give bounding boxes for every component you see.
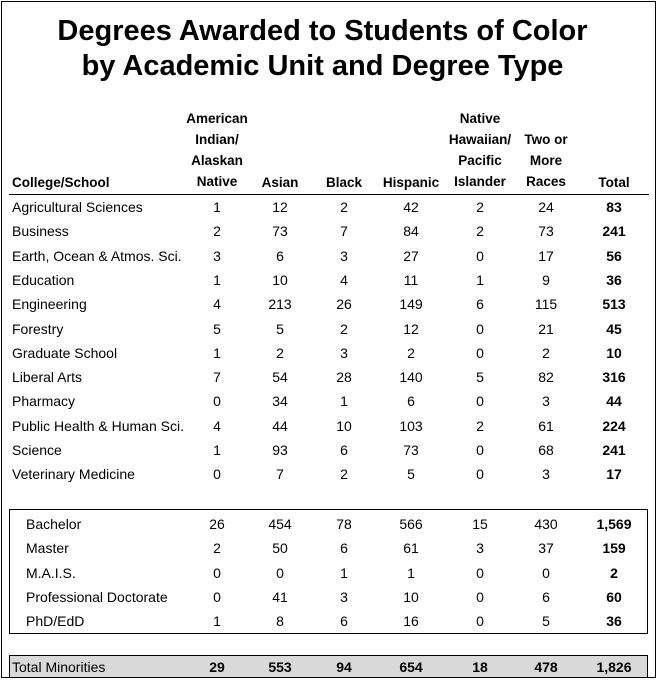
cell-am: 4 (213, 296, 221, 313)
table-row (0, 438, 655, 462)
cell-asian: 213 (268, 296, 292, 313)
cell-black: 2 (340, 466, 348, 483)
cell-asian: 93 (272, 442, 288, 458)
cell-am: 2 (213, 540, 221, 557)
cell-nh: 18 (472, 659, 488, 675)
row-label: Veterinary Medicine (12, 466, 135, 483)
header-hispanic: Hispanic (382, 175, 440, 190)
cell-hisp: 27 (403, 247, 419, 264)
cell-am: 1 (213, 613, 221, 630)
cell-two: 61 (538, 417, 554, 434)
cell-nh: 2 (476, 223, 484, 240)
cell-nh: 0 (476, 442, 484, 458)
cell-black: 1 (340, 564, 348, 581)
cell-am: 1 (213, 344, 221, 361)
cell-am: 5 (213, 320, 221, 337)
table-row (0, 462, 655, 486)
cell-am: 0 (213, 588, 221, 605)
row-label: M.A.I.S. (26, 564, 76, 581)
cell-nh: 2 (476, 417, 484, 434)
cell-total: 224 (602, 417, 626, 434)
table-row (0, 268, 655, 292)
cell-hisp: 84 (403, 223, 419, 240)
table-row (0, 317, 655, 341)
cell-total: 60 (606, 588, 622, 605)
cell-hisp: 73 (403, 442, 419, 458)
cell-total: 45 (606, 320, 622, 337)
cell-am: 1 (213, 199, 221, 215)
table-row (0, 195, 655, 219)
table-row (0, 219, 655, 243)
cell-black: 3 (340, 588, 348, 605)
row-label: Business (12, 223, 69, 240)
cell-total: 1,826 (596, 659, 632, 675)
cell-asian: 73 (272, 223, 288, 240)
cell-nh: 3 (476, 540, 484, 557)
table-row (0, 292, 655, 316)
cell-am: 0 (213, 393, 221, 410)
cell-two: 21 (538, 320, 554, 337)
row-label: Earth, Ocean & Atmos. Sci. (12, 247, 182, 264)
cell-am: 7 (213, 369, 221, 386)
cell-two: 37 (538, 540, 554, 557)
cell-hisp: 654 (399, 659, 423, 675)
cell-black: 3 (340, 344, 348, 361)
cell-black: 10 (336, 417, 352, 434)
cell-two: 115 (534, 296, 558, 313)
cell-black: 2 (340, 199, 348, 215)
cell-total: 2 (610, 564, 618, 581)
cell-asian: 6 (276, 247, 284, 264)
cell-hisp: 61 (403, 540, 419, 557)
cell-hisp: 103 (399, 417, 423, 434)
cell-total: 513 (602, 296, 626, 313)
cell-nh: 0 (476, 613, 484, 630)
cell-am: 2 (213, 223, 221, 240)
cell-hisp: 6 (407, 393, 415, 410)
cell-am: 29 (209, 659, 225, 675)
page-title (0, 14, 645, 84)
row-label: Engineering (12, 296, 87, 313)
cell-total: 36 (606, 613, 622, 630)
cell-nh: 1 (476, 271, 484, 288)
cell-asian: 34 (272, 393, 288, 410)
cell-am: 4 (213, 417, 221, 434)
cell-nh: 0 (476, 247, 484, 264)
cell-am: 0 (213, 466, 221, 483)
row-label: Bachelor (26, 516, 82, 532)
cell-total: 159 (602, 540, 626, 557)
degree-row (0, 536, 655, 560)
header-black: Black (325, 175, 363, 190)
cell-hisp: 2 (407, 344, 415, 361)
degree-row (0, 561, 655, 585)
cell-hisp: 566 (399, 516, 423, 532)
row-label: Graduate School (12, 344, 118, 361)
cell-total: 316 (602, 369, 626, 386)
cell-total: 83 (606, 199, 622, 215)
cell-hisp: 10 (403, 588, 419, 605)
title-line-2: by Academic Unit and Degree Type (81, 50, 564, 82)
cell-nh: 0 (476, 344, 484, 361)
cell-nh: 0 (476, 466, 484, 483)
cell-black: 94 (336, 659, 352, 675)
cell-hisp: 12 (403, 320, 419, 337)
cell-asian: 454 (268, 516, 292, 532)
cell-two: 0 (542, 564, 550, 581)
cell-black: 3 (340, 247, 348, 264)
cell-asian: 5 (276, 320, 284, 337)
cell-total: 1,569 (596, 516, 632, 532)
row-label: Professional Doctorate (26, 588, 168, 605)
degree-row (0, 609, 655, 633)
cell-asian: 2 (276, 344, 284, 361)
row-label: PhD/EdD (26, 613, 85, 630)
degree-row (0, 585, 655, 609)
table-row (0, 414, 655, 438)
cell-asian: 553 (268, 659, 292, 675)
header-american-indian: American Indian/ Alaskan Native (186, 111, 248, 189)
cell-total: 241 (602, 223, 626, 240)
row-label: Pharmacy (12, 393, 76, 410)
table-row (0, 389, 655, 413)
table-row (0, 365, 655, 389)
cell-hisp: 5 (407, 466, 415, 483)
cell-two: 24 (538, 199, 554, 215)
cell-total: 10 (606, 344, 622, 361)
header-native-hawaiian: Native Hawaiian/ Pacific Islander (448, 111, 512, 189)
cell-asian: 54 (272, 369, 288, 386)
cell-two: 6 (542, 588, 550, 605)
cell-black: 6 (340, 442, 348, 458)
cell-two: 17 (538, 247, 554, 264)
cell-nh: 2 (476, 199, 484, 215)
cell-black: 28 (336, 369, 352, 386)
cell-two: 68 (538, 442, 554, 458)
cell-black: 6 (340, 613, 348, 630)
cell-total: 56 (606, 247, 622, 264)
cell-am: 0 (213, 564, 221, 581)
cell-asian: 10 (272, 271, 288, 288)
row-label: Total Minorities (12, 659, 106, 675)
cell-asian: 8 (276, 613, 284, 630)
row-label: Science (12, 442, 62, 458)
cell-hisp: 42 (403, 199, 419, 215)
cell-two: 2 (542, 344, 550, 361)
row-label: Master (26, 540, 69, 557)
cell-nh: 6 (476, 296, 484, 313)
cell-two: 3 (542, 466, 550, 483)
cell-am: 3 (213, 247, 221, 264)
cell-black: 78 (336, 516, 352, 532)
row-label: Liberal Arts (12, 369, 83, 386)
cell-black: 4 (340, 271, 348, 288)
cell-nh: 0 (476, 320, 484, 337)
cell-hisp: 1 (407, 564, 415, 581)
cell-hisp: 11 (403, 271, 419, 288)
row-label: Forestry (12, 320, 64, 337)
cell-am: 26 (209, 516, 225, 532)
header-two-or-more: Two or More Races (524, 132, 568, 189)
cell-asian: 44 (272, 417, 288, 434)
header-asian: Asian (261, 175, 299, 190)
cell-hisp: 140 (399, 369, 423, 386)
cell-hisp: 149 (399, 296, 423, 313)
total-row (0, 655, 655, 679)
cell-am: 1 (213, 442, 221, 458)
table-row (0, 341, 655, 365)
cell-asian: 50 (272, 540, 288, 557)
cell-total: 241 (602, 442, 626, 458)
cell-nh: 5 (476, 369, 484, 386)
header-college: College/School (12, 175, 110, 190)
title-line-1: Degrees Awarded to Students of Color (57, 15, 588, 47)
cell-black: 1 (340, 393, 348, 410)
table-row (0, 244, 655, 268)
cell-two: 73 (538, 223, 554, 240)
cell-asian: 12 (272, 199, 288, 215)
cell-hisp: 16 (403, 613, 419, 630)
cell-am: 1 (213, 271, 221, 288)
cell-nh: 0 (476, 588, 484, 605)
cell-two: 478 (534, 659, 558, 675)
cell-total: 44 (606, 393, 622, 410)
cell-two: 3 (542, 393, 550, 410)
cell-total: 17 (606, 466, 622, 483)
header-total: Total (598, 175, 630, 190)
cell-nh: 0 (476, 564, 484, 581)
cell-nh: 0 (476, 393, 484, 410)
cell-two: 82 (538, 369, 554, 386)
cell-asian: 41 (272, 588, 288, 605)
cell-asian: 7 (276, 466, 284, 483)
cell-black: 2 (340, 320, 348, 337)
cell-two: 430 (534, 516, 558, 532)
row-label: Education (12, 271, 75, 288)
cell-nh: 15 (472, 516, 488, 532)
cell-black: 6 (340, 540, 348, 557)
cell-two: 5 (542, 613, 550, 630)
cell-black: 7 (340, 223, 348, 240)
row-label: Public Health & Human Sci. (12, 417, 184, 434)
cell-two: 9 (542, 271, 550, 288)
row-label: Agricultural Sciences (12, 199, 143, 215)
degree-row (0, 512, 655, 536)
cell-asian: 0 (276, 564, 284, 581)
cell-black: 26 (336, 296, 352, 313)
cell-total: 36 (606, 271, 622, 288)
